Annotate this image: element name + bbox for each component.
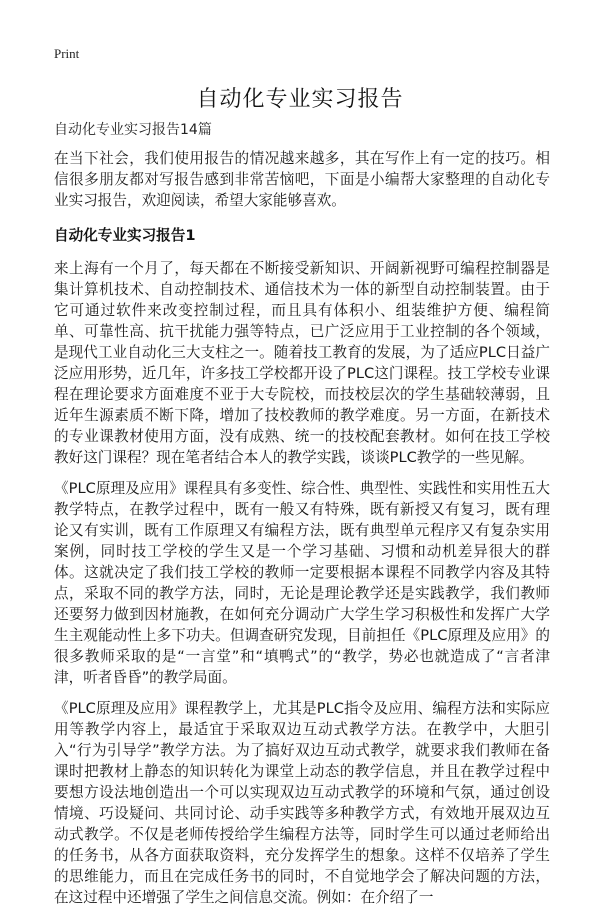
- page-title: 自动化专业实习报告: [196, 87, 404, 112]
- body-paragraph-3: 《PLC原理及应用》课程教学上，尤其是PLC指令及应用、编程方法和实际应用等教学内容上，最适宜于采取双边互动式教学方法。在教学中，大胆引入“行为引导学”教学方法。为了搞好双边互动式教学，就要求我们教师在备课时把教材上静态的知识转化为课堂上动态的教学信息，并且在教学过程中要想方设法地创造出一个可以实现双边互动式教学的环境和气氛，通过创设情境、巧设疑问、共同讨论、动手实践等多种教学方式，有效地开展双边互动式教学。不仅是老师传授给学生编程方法等，同时学生可以通过老师给出的任务书，从各方面获取资料，充分发挥学生的想象。这样不仅培养了学生的思维能力，而且在完成任务书的同时，不自觉地学会了解决问题的方法，在这过程中还增强了学生之间信息交流。例如：在介绍了一: [54, 700, 550, 906]
- document-subtitle: 自动化专业实习报告14篇: [54, 122, 212, 138]
- document-body: [54, 148, 550, 918]
- section-heading: 自动化专业实习报告1: [54, 227, 196, 244]
- body-paragraph-1: 来上海有一个月了，每天都在不断接受新知识、开阔新视野可编程控制器是集计算机技术、自动控制技术、通信技术为一体的新型自动控制装置。由于它可通过软件来改变控制过程，而且具有体积小、组装维护方便、编程简单、可靠性高、抗干扰能力强等特点，已广泛应用于工业控制的各个领域，是现代工业自动化三大支柱之一。随着技工教育的发展，为了适应PLC日益广泛应用形势，近几年，许多技工学校都开设了PLC这门课程。技工学校专业课程在理论要求方面难度不亚于大专院校，而技校层次的学生基础较薄弱，且近年生源素质不断下降，增加了技校教师的教学难度。另一方面，在新技术的专业课教材使用方面，没有成熟、统一的技校配套教材。如何在技工学校教好这门课程？现在笔者结合本人的教学实践，谈谈PLC教学的一些见解。: [54, 260, 550, 466]
- print-link[interactable]: Print: [54, 46, 80, 61]
- intro-paragraph: 在当下社会，我们使用报告的情况越来越多，其在写作上有一定的技巧。相信很多朋友都对写报告感到非常苦恼吧，下面是小编帮大家整理的自动化专业实习报告，欢迎阅读，希望大家能够喜欢。: [54, 150, 550, 209]
- body-paragraph-2: 《PLC原理及应用》课程具有多变性、综合性、典型性、实践性和实用性五大教学特点，在教学过程中，既有一般又有特殊，既有新授又有复习，既有理论又有实训，既有工作原理又有编程方法，既有典型单元程序又有复杂实用案例，同时技工学校的学生又是一个学习基础、习惯和动机差异很大的群体。这就决定了我们技工学校的教师一定要根据本课程不同教学内容及其特点，采取不同的教学方法，同时，无论是理论教学还是实践教学，我们教师还要努力做到因材施教，在如何充分调动广大学生学习积极性和发挥广大学生主观能动性上多下功夫。但调查研究发现，目前担任《PLC原理及应用》的很多教师采取的是“一言堂”和“填鸭式”的“教学，势必也就造成了“言者津津，听者昏昏”的教学局面。: [54, 480, 550, 686]
